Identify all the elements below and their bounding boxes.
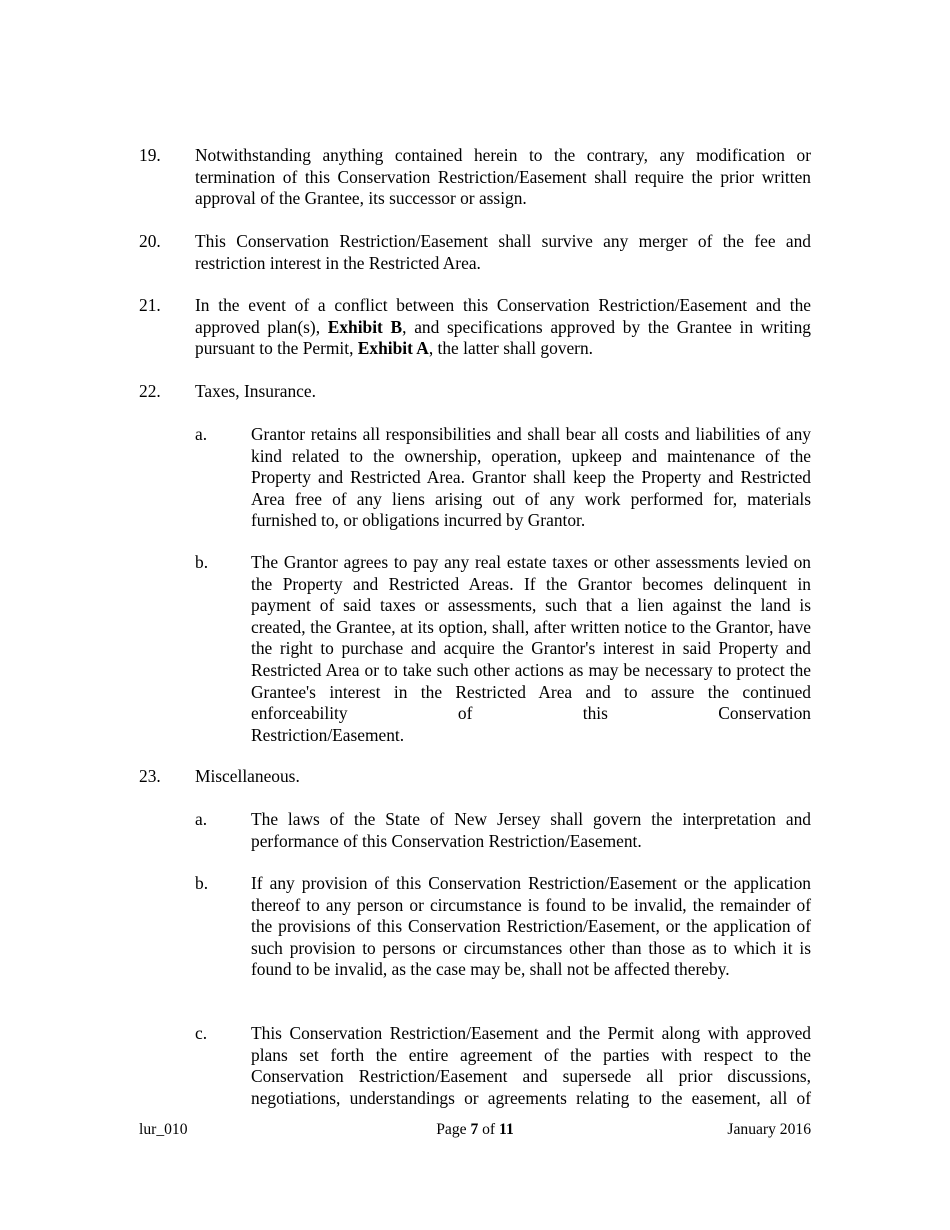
clause-heading: Miscellaneous.: [195, 766, 300, 786]
subclause-text: This Conservation Restriction/Easement and the Permit along with approved plans set forth the entire agreement of the parties with respect to the Conservation Restriction/Easement and supersede all prior discussions, negotiations, understandings or agreements relating to the easement, all of: [251, 1023, 811, 1108]
clause-21: [139, 295, 811, 360]
clause-23: [139, 766, 811, 788]
subclause-text: The Grantor agrees to pay any real estate taxes or other assessments levied on the Property and Restricted Areas. If the Grantor becomes delinquent in payment of said taxes or assessments, such that a lien against the land is created, the Grantee, at its option, shall, after written notice to the Grantor, have the right to purchase and acquire the Grantor's interest in said Property and Restricted Area or to take such other actions as may be necessary to protect the Grantee's interest in the Restricted Area and to assure the continued enforceability of this Conservation: [251, 552, 811, 724]
clause-text: This Conservation Restriction/Easement shall survive any merger of the fee and restriction interest in the Restricted Area.: [195, 231, 811, 273]
subclause-letter: b.: [195, 552, 209, 572]
subclause-letter: b.: [195, 873, 209, 893]
clause-heading: Taxes, Insurance.: [195, 381, 316, 401]
exhibit-b-ref: Exhibit B: [327, 316, 403, 337]
subclause-text-tail: Restriction/Easement.: [251, 724, 405, 745]
clause-text-part: , and specifications approved by the Grantee in writing pursuant to the Permit,: [195, 316, 811, 359]
current-page: 7: [470, 1121, 479, 1138]
subclause-text: The laws of the State of New Jersey shall govern the interpretation and performance of this Conservation Restriction/Easement.: [251, 809, 811, 851]
clause-19: [139, 145, 811, 210]
total-pages: 11: [499, 1121, 514, 1138]
clause-number: 22.: [139, 381, 161, 401]
clause-20: [139, 231, 811, 274]
page-number: [139, 1120, 811, 1140]
clause-text-part: , the latter shall govern.: [428, 338, 594, 359]
subclause-text: Grantor retains all responsibilities and shall bear all costs and liabilities of any kind related to the ownership, operation, upkeep and maintenance of the Property and Restricted Area. Grantor shall keep the Property and Restricted Area free of any liens arising out of any work performed for, materials furnished to, or obligations incurred by Grantor.: [251, 424, 811, 531]
subclause-letter: c.: [195, 1023, 208, 1043]
clause-number: 23.: [139, 766, 161, 786]
document-date: January 2016: [727, 1121, 811, 1138]
clause-22a: [195, 424, 811, 532]
clause-22: [139, 381, 811, 403]
page-label: Page: [436, 1121, 471, 1138]
clause-number: 20.: [139, 231, 161, 251]
clause-number: 19.: [139, 145, 161, 165]
clause-text: Notwithstanding anything contained herein to the contrary, any modification or termination of this Conservation Restriction/Easement shall require the prior written approval of the Grantee, its successor or assign.: [195, 145, 811, 209]
subclause-letter: a.: [195, 424, 208, 444]
clause-number: 21.: [139, 295, 161, 315]
clause-23c: [195, 1023, 811, 1109]
clause-22b: [195, 552, 811, 746]
subclause-text: If any provision of this Conservation Restriction/Easement or the application thereof to any person or circumstance is found to be invalid, the remainder of the provisions of this Conservation Restriction/Easement, or the application of such provision to persons or circumstances other than those as to which it is found to be invalid, as the case may be, shall not be affected thereby.: [251, 873, 811, 980]
clause-text: [195, 295, 811, 360]
clause-text-part: In the event of a conflict between this Conservation Restriction/Easement and the approved plan(s),: [195, 295, 811, 337]
subclause-letter: a.: [195, 809, 208, 829]
clause-23a: [195, 809, 811, 852]
document-id: lur_010: [139, 1121, 188, 1138]
exhibit-a-ref: Exhibit A: [357, 338, 429, 359]
page-of-label: of: [478, 1121, 500, 1138]
clause-23b: [195, 873, 811, 981]
